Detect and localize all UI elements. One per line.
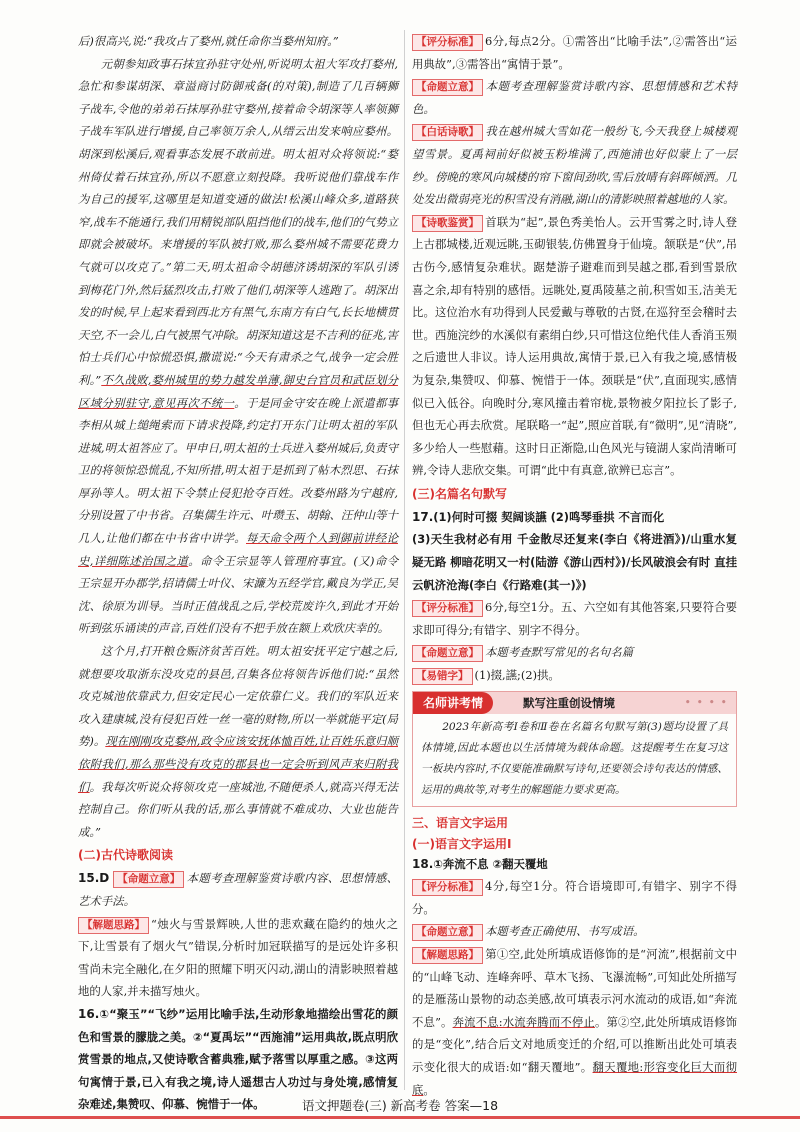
page-footer: 语文押题卷(三) 新高考卷 答案—18 [301,1098,499,1113]
question-16: 16.①“聚玉”“飞纱”运用比喻手法,生动形象地描绘出雪花的颜色和雪景的朦胧之美。②“夏禹坛”“西施浦”运用典故,既点明欣赏雪景的地点,又使诗歌含蓄典雅,赋予落雪以厚重之感。③这两句寓情于景,已入有我之境,诗人遥想古人功过与身处境,感情复杂难述,集赞叹、仰慕、惋惜于一体。 [78,1006,398,1112]
label-tag: 【评分标准】 [412,879,483,896]
teacher-tip-body: 2023年新高考Ⅰ卷和Ⅱ卷在名篇名句默写第(3)题均设置了具体情境,因此本题也以生活情境为载体命题。这提醒考生在复习这一板块内容时,不仅要能准确默写诗句,还要领会诗句表达的情感、运用的典故等,对考生的解题能力要求更高。 [421,720,728,796]
underlined-sentence: 每天命令两个人到御前讲经论史,详细陈述治国之道 [78,531,398,568]
section-heading: (一)语言文字运用Ⅰ [412,836,512,851]
design-intent: 【命题立意】 本题考查默写常见的名句名篇 [412,641,737,664]
paragraph: 后)很高兴,说:“我攻占了婺州,就任命你当婺州知府。” [78,34,339,48]
scoring-standard: 【评分标准】 6分,每点2分。①需答出“比喻手法”,②需答出“运用典故”,③需答出“寓情于景”。 [412,34,737,71]
question-17-line1: 17.(1)何时可掇 契阔谈讌 (2)鸣琴垂拱 不言而化 [412,509,665,524]
scoring-standard: 【评分标准】 6分,每空1分。五、六空如有其他答案,只要符合要求即可得分;有错字、别字不得分。 [412,600,737,637]
footer-rule [0,1116,800,1119]
solution-analysis: 【解题思路】 第①空,此处所填成语修饰的是“河流”,根据前文中的“山峰飞动、连峰奔呼、草木飞扬、飞瀑流畅”,可知此处所描写的是雁荡山景物的动态美感,故可填表示河水流动的成语,如“奔流不息”。奔流不息:水流奔腾而不停止。第②空,此处所填成语修饰的是“变化”,结合后文对地质变迁的介绍,可以推断出此处可填表示变化很大的成语:如“翻天覆地”。翻天覆地:形容变化巨大而彻底。 [412,947,737,1097]
underlined-definition: 奔流不息:水流奔腾而不停止 [452,1014,595,1029]
error-prone-chars: 【易错字】 (1)掇,讌;(2)拱。 [412,664,737,687]
left-column [78,30,398,1116]
label-tag: 【易错字】 [412,668,473,685]
teacher-tip-box [412,691,737,807]
column-divider [404,30,405,1090]
label-tag: 【诗歌鉴赏】 [412,215,483,232]
label-tag: 【白话诗歌】 [412,124,483,141]
label-tag: 【评分标准】 [412,600,483,617]
paragraph: 元朝参知政事石抹宜孙驻守处州,听说明太祖大军攻打婺州,急忙和参谋胡深、章溢商讨防御戒备(的对策),制造了几百辆狮子战车,令他的弟弟石抹厚孙驻守婺州,接着命令胡深等人率领狮子战车军队进行增援,自己率领万余人,从缙云出发来响应婺州。胡深到松溪后,观看事态发展不敢前进。明太祖对众将领说:“婺州倚仗着石抹宜孙,所以不愿意立刻投降。我听说他们靠战车作为自己的援军,这哪里是知道变通的做法!松溪山峰众多,道路狭窄,战车不能通行,我们用精锐部队阻挡他们的战车,他们的气势立即就会被破坏。来增援的军队被打败,那么婺州城不需要花费力气就可以攻克了。”第二天,明太祖命令胡德济诱胡深的军队引诱到梅花门外,然后猛烈攻击,打败了他们,胡深等人逃跑了。胡深出发的时候,早上起来看到西北方有黑气,东南方有白气,长长地横贯天空,不一会儿,白气被黑气冲除。胡深知道这是不吉利的征兆,害怕士兵们心中惊慌恐惧,撒谎说:“今天有肃杀之气,战争一定会胜利。”不久战败,婺州城里的势力越发单薄,御史台官员和武臣划分区域分别驻守,意见再次不统一。于是同金守安在晚上派遣都事李相从城上缒绳索而下请求投降,约定打开东门让明太祖的军队进城,明太祖答应了。甲申日,明太祖的士兵进入婺州城后,负责守卫的将领惊恐慌乱,不知所措,明太祖于是抓到了帖木烈思、石抹厚孙等人。明太祖下令禁止侵犯抢夺百姓。改婺州路为宁越府,分别设置了中书省。召集儒生许元、叶瓒玉、胡翰、汪仲山等十几人,让他们都在中书省中讲学。每天命令两个人到御前讲经论史,详细陈述治国之道。命令王宗显等人管理府事宜。(又)命令王宗显开办郡学,招请儒士叶仪、宋濂为五经学官,戴良为学正,吴沈、徐原为训导。当时正值战乱之后,学校荒废许久,到此才开始听到弦乐诵读的声音,百姓们没有不把手放在额上欢欣庆幸的。 [78,56,399,636]
section-heading-major: 三、语言文字运用 [412,815,509,830]
dots-icon: • • • • [684,696,728,710]
question-15: 15.D 【命题立意】 本题考查理解鉴赏诗歌内容、思想情感、艺术手法。 [78,871,398,908]
design-intent: 【命题立意】 本题考查理解鉴赏诗歌内容、思想情感和艺术特色。 [412,79,737,116]
teacher-tip-badge: 名师讲考情 [413,692,493,714]
section-heading: (二)古代诗歌阅读 [78,848,173,863]
label-tag: 【命题立意】 [412,79,483,96]
paragraph: 这个月,打开粮仓赈济贫苦百姓。明太祖安抚平定宁越之后,就想要攻取浙东没攻克的县邑,召集各位将领告诉他们说:“虽然攻克城池依靠武力,但安定民心一定依靠仁义。我们的军队近来攻入建康城,没有侵犯百姓一丝一毫的财物,所以一举就能平定(局势)。现在刚刚攻克婺州,政令应该安抚体恤百姓,让百姓乐意归顺依附我们,那么那些没有攻克的郡县也一定会听到风声来归附我们。我每次听说众将领攻克一座城池,不随便杀人,就高兴得无法控制自己。你们听从我的话,那么事情就不难成功、大业也能告成。” [78,644,398,839]
label-tag: 【命题立意】 [412,924,483,941]
underlined-sentence: 不久战败,婺州城里的势力越发单薄,御史台官员和武臣划分区域分别驻守,意见再次不统一 [78,372,399,410]
underlined-definition: 翻天覆地:形容变化巨大而彻底 [412,1059,737,1097]
label-tag: 【命题立意】 [113,871,184,888]
design-intent: 【命题立意】 本题考查正确使用、书写成语。 [412,920,737,943]
underlined-sentence: 现在刚刚攻克婺州,政令应该安抚体恤百姓,让百姓乐意归顺依附我们,那么那些没有攻克的郡县也一定会听到风声来归附我们 [78,734,398,794]
teacher-tip-title: 默写注重创设情境 [523,695,616,710]
label-tag: 【命题立意】 [412,645,483,662]
poem-translation: 【白话诗歌】 我在越州城大雪如花一般纷飞,今天我登上城楼观望雪景。夏禹祠前好似被玉粉堆满了,西施浦也好似蒙上了一层纱。傍晚的寒风向城楼的帘下窗间劲吹,雪后放晴有斜晖倾洒。几处发出微弱亮光的积雪没有消融,湖山的清影映照着越地的人家。 [412,124,737,207]
label-tag: 【评分标准】 [412,34,483,51]
question-17-line2: (3)天生我材必有用 千金散尽还复来(李白《将进酒》)/山重水复疑无路 柳暗花明又一村(陆游《游山西村》)/长风破浪会有时 直挂云帆济沧海(李白《行路难(其一)》) [412,532,737,592]
poem-appreciation: 【诗歌鉴赏】 首联为“起”,景色秀美怡人。云开雪雾之时,诗人登上古郡城楼,近观远眺,玉砌银装,仿佛置身于仙境。颔联是“伏”,吊古伤今,感情复杂难状。踞楚游子避难而到吴越之郡,看到雪景欣喜之余,却有特别的感悟。远眺处,夏禹陵墓之前,积雪如玉,洁美无比。这位治水有功得到人民爱戴与尊敬的古贤,在巡狩至会稽时去世。西施浣纱的水溪似有素绢白纱,只可惜这位绝代佳人香消玉殒之后遗世人非议。诗人运用典故,寓情于景,已入有我之境,感情极为复杂,集赞叹、仰慕、惋惜于一体。颈联是“伏”,直面现实,感情似已入低谷。向晚时分,寒风撞击着帘栊,景物被夕阳拉长了影子,但也无心再去欣赏。尾联略一“起”,照应首联,有“微明”,见“清晓”,多少给人一些慰藉。这时日正渐隐,山色风光与镜湖人家尚清晰可辨,令诗人悲欣交集。可谓“此中有真意,欲辨已忘言”。 [412,214,737,478]
section-heading: (三)名篇名句默写 [412,486,507,501]
question-15-analysis: 【解题思路】 “烛火与雪景辉映,人世的悲欢藏在隐约的烛火之下,让雪景有了烟火气”错误,分析时加冠联描写的是远处许多积雪尚未完全融化,在夕阳的照耀下明灭闪动,湖山的清影映照着越地的人家,并未描写烛火。 [78,916,398,999]
question-18: 18.①奔流不息 ②翻天覆地 [412,856,548,871]
right-column [412,30,737,1101]
label-tag: 【解题思路】 [412,947,483,964]
teacher-tip-header [413,692,736,714]
label-tag: 【解题思路】 [78,917,149,934]
scoring-standard: 【评分标准】 4分,每空1分。符合语境即可,有错字、别字不得分。 [412,879,737,916]
